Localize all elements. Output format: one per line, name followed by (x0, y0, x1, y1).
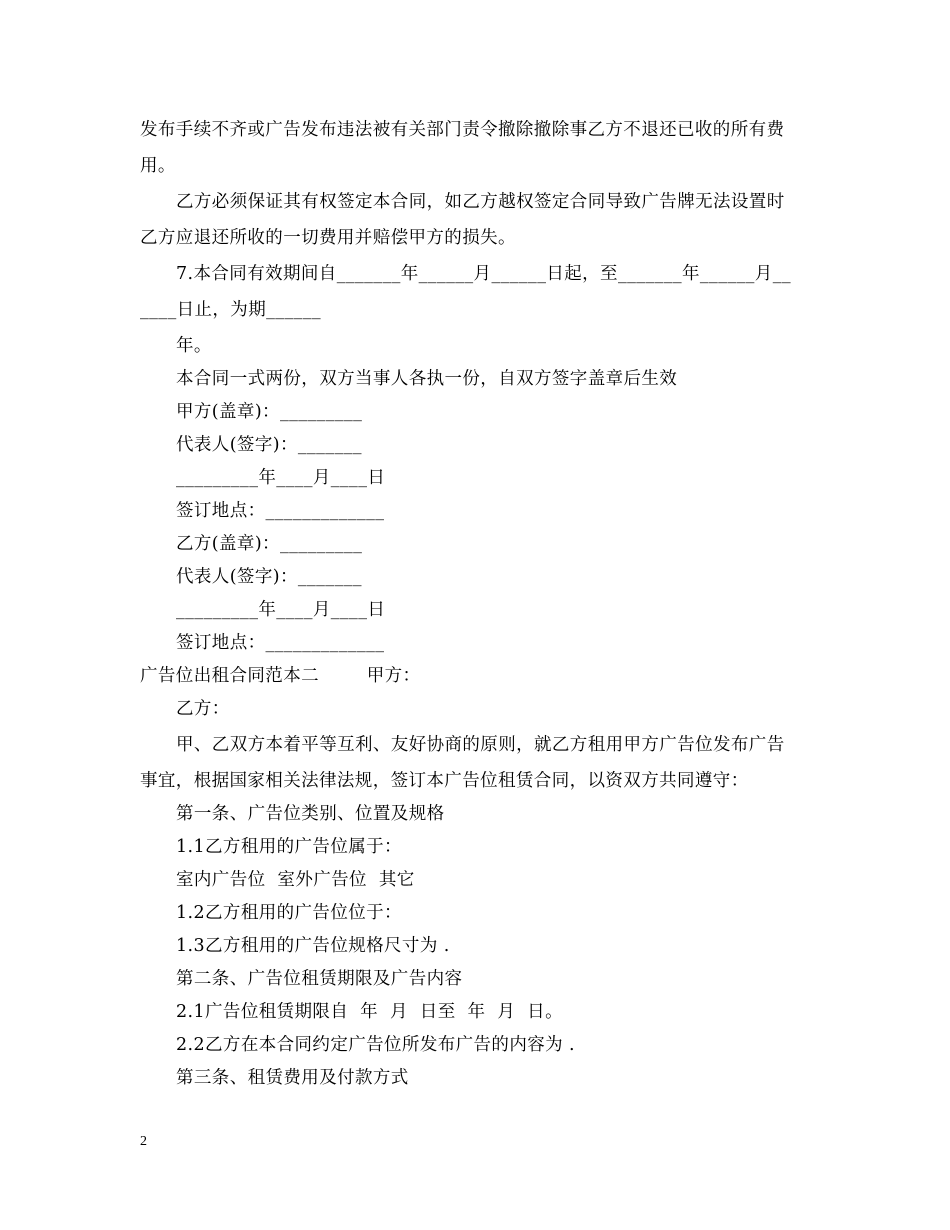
text-line: 第二条、广告位租赁期限及广告内容 (176, 969, 463, 989)
text-line: 第三条、租赁费用及付款方式 (176, 1068, 409, 1088)
text-line: 第一条、广告位类别、位置及规格 (176, 804, 445, 824)
text-line: 乙方应退还所收的一切费用并赔偿甲方的损失。 (140, 228, 516, 248)
text-line: 签订地点：_____________ (176, 501, 385, 521)
text-line: 用。 (140, 156, 176, 176)
text-line: 事宜，根据国家相关法律法规，签订本广告位租赁合同，以资双方共同遵守： (140, 771, 749, 791)
text-line: 本合同一式两份，双方当事人各执一份，自双方签字盖章后生效 (176, 369, 678, 389)
text-line: 代表人(签字)：_______ (176, 567, 362, 587)
text-line: 发布手续不齐或广告发布违法被有关部门责令撤除撤除事乙方不退还已收的所有费 (140, 120, 785, 140)
text-line: 甲方(盖章)：_________ (176, 402, 363, 422)
text-line: ____日止，为期______ (140, 300, 321, 320)
text-line: 2.1广告位租赁期限自 年 月 日至 年 月 日。 (176, 1002, 563, 1022)
text-line: 1.2乙方租用的广告位位于： (176, 903, 402, 923)
text-line: 7.本合同有效期间自_______年______月______日起，至_______年______月__ (176, 264, 791, 284)
text-line: 乙方(盖章)：_________ (176, 534, 363, 554)
text-line: _________年____月____日 (176, 468, 386, 488)
text-line: 2.2乙方在本合同约定广告位所发布广告的内容为 . (176, 1035, 575, 1055)
text-line: 1.1乙方租用的广告位属于： (176, 837, 402, 857)
text-line: _________年____月____日 (176, 600, 386, 620)
text-line: 签订地点：_____________ (176, 633, 385, 653)
text-line: 乙方： (176, 699, 230, 719)
text-line: 年。 (176, 336, 212, 356)
text-line: 1.3乙方租用的广告位规格尺寸为 . (176, 936, 450, 956)
text-line: 甲、乙双方本着平等互利、友好协商的原则，就乙方租用甲方广告位发布广告 (176, 735, 785, 755)
text-line: 乙方必须保证其有权签定本合同，如乙方越权签定合同导致广告牌无法设置时 (176, 192, 785, 212)
text-line: 代表人(签字)：_______ (176, 435, 362, 455)
section-heading: 广告位出租合同范本二 甲方： (140, 666, 421, 686)
text-line: 室内广告位 室外广告位 其它 (176, 870, 415, 890)
page-number: 2 (140, 1134, 147, 1149)
